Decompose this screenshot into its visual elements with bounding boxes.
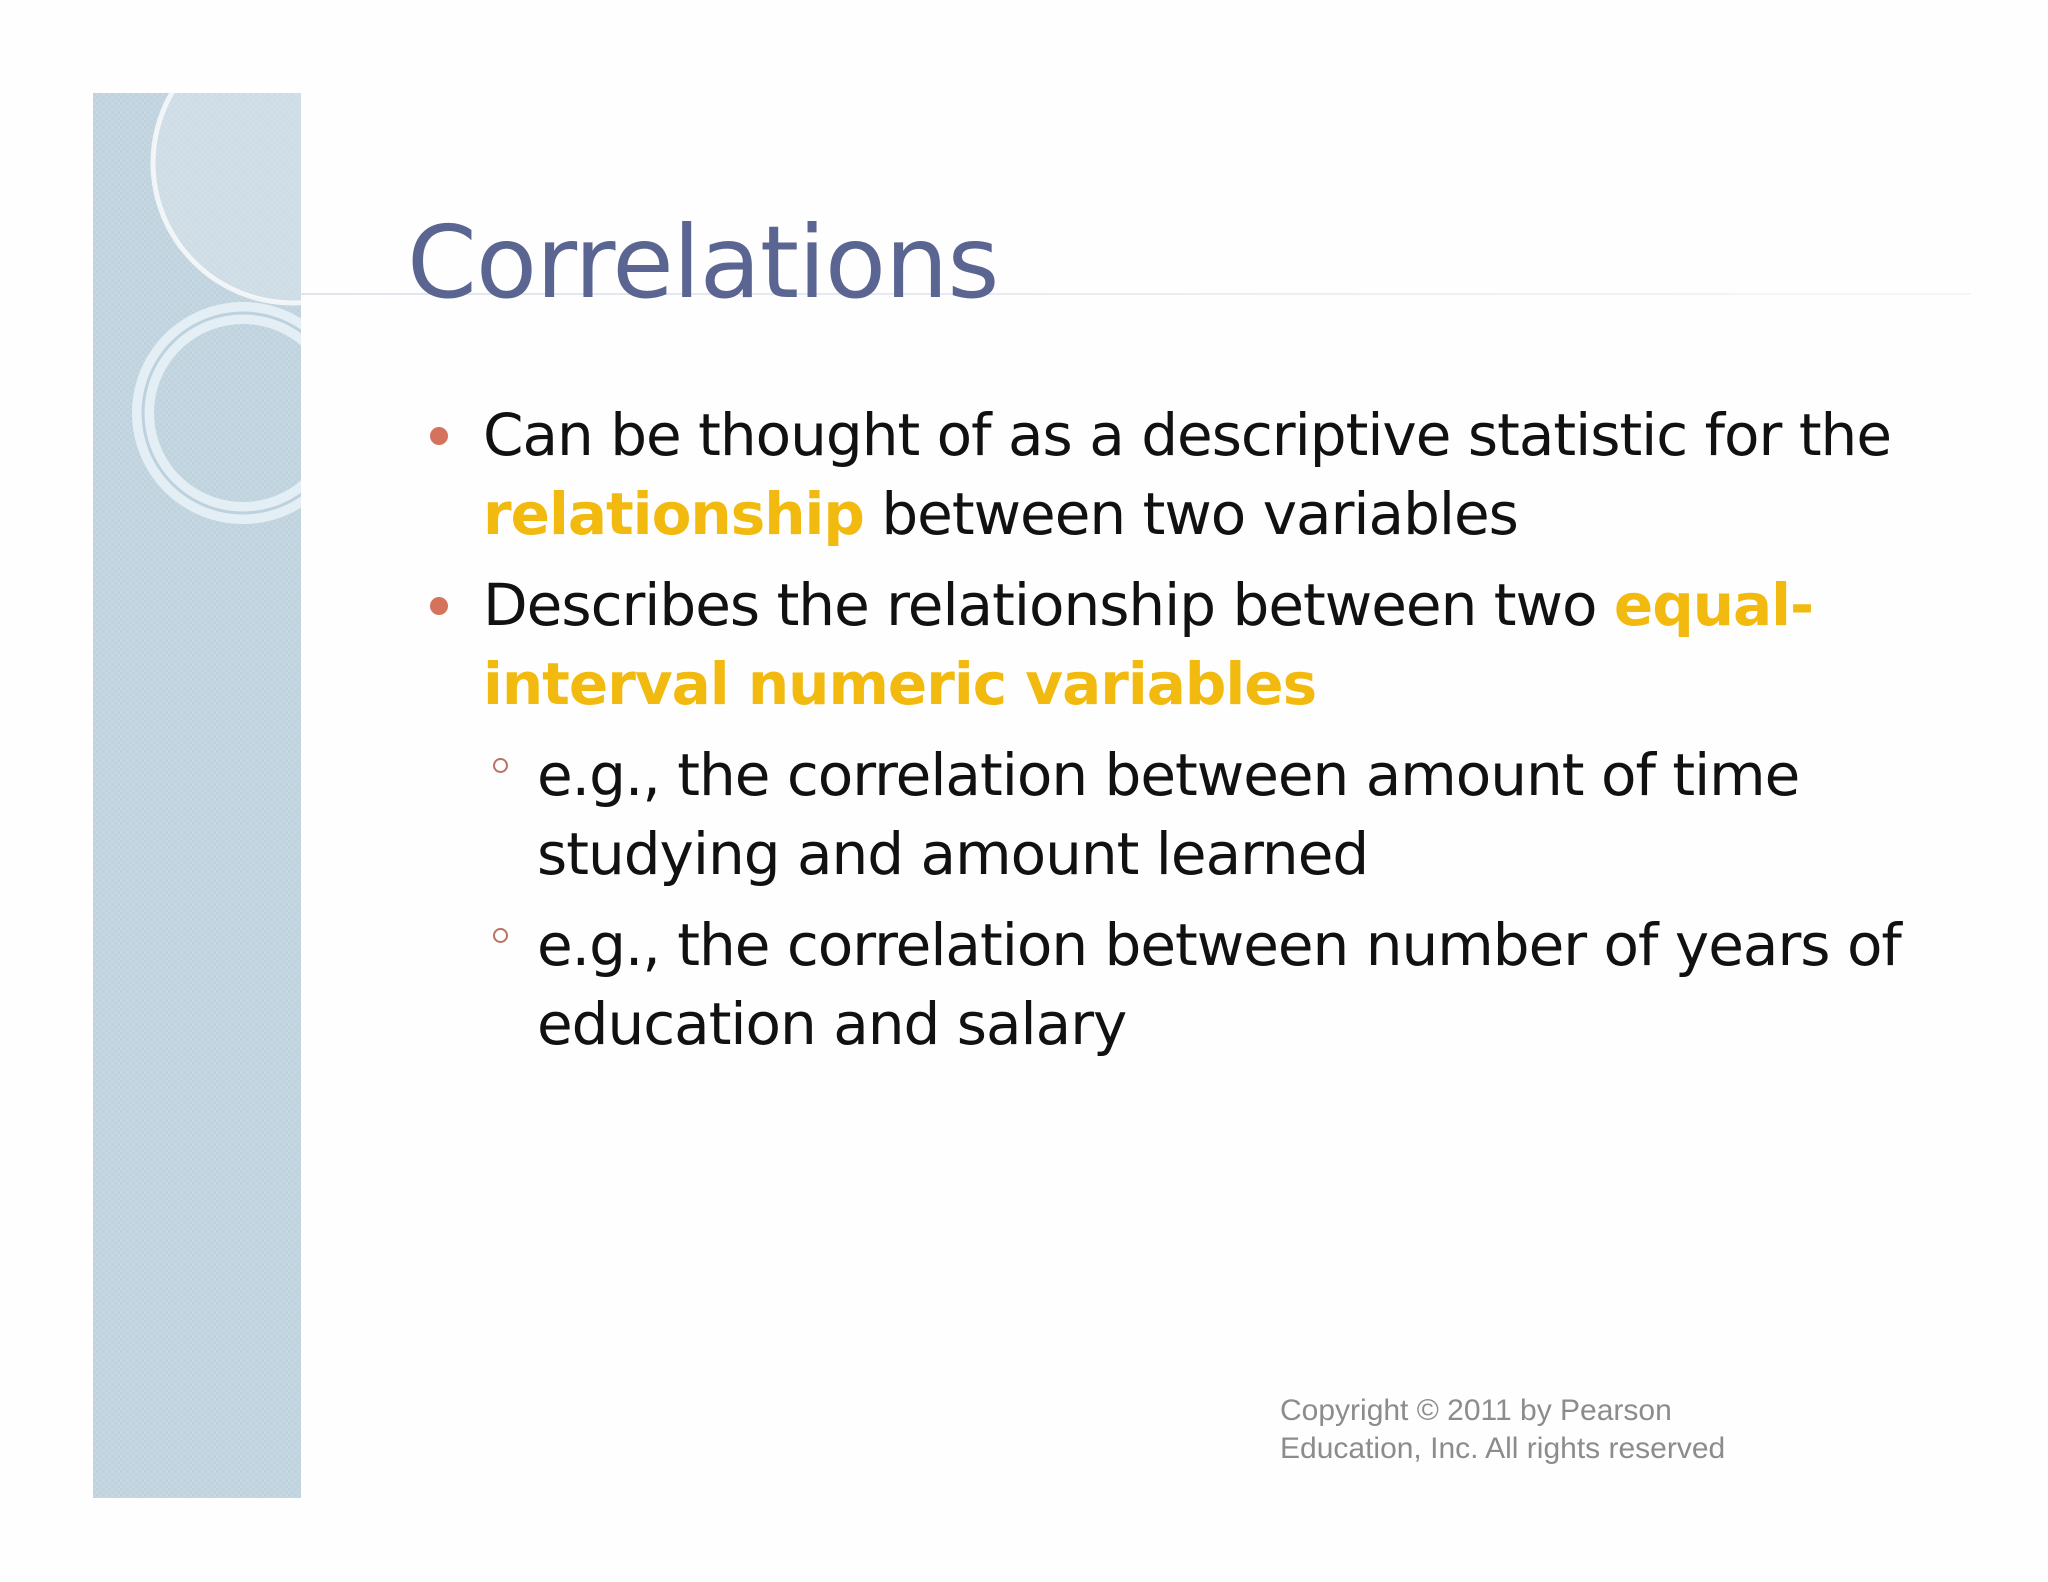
- sub-bullet-ring-icon: [493, 758, 508, 773]
- slide-title: Correlations: [407, 204, 999, 321]
- bullet-text: between two variables: [863, 480, 1518, 548]
- decorative-sidebar: [93, 93, 301, 1498]
- sub-bullet-item: [430, 906, 1930, 1064]
- bullet-text: Can be thought of as a descriptive statistic for the: [483, 401, 1891, 469]
- copyright-line: Education, Inc. All rights reserved: [1280, 1432, 1726, 1465]
- copyright-notice: [1280, 1392, 1725, 1468]
- slide-body: [430, 396, 1930, 1076]
- decorative-circles-icon: [93, 93, 301, 1498]
- sub-bullet-ring-icon: [493, 928, 508, 943]
- sub-bullet-text: e.g., the correlation between amount of time studying and amount learned: [537, 741, 1800, 888]
- sub-bullet-text: e.g., the correlation between number of years of education and salary: [537, 911, 1901, 1058]
- copyright-line: Copyright © 2011 by Pearson: [1280, 1394, 1672, 1427]
- bullet-item: [430, 396, 1930, 554]
- highlighted-term: relationship: [483, 480, 864, 548]
- bullet-dot-icon: [430, 597, 448, 615]
- bullet-text: Describes the relationship between two: [483, 571, 1614, 639]
- bullet-dot-icon: [430, 427, 448, 445]
- bullet-item: [430, 566, 1930, 724]
- highlighted-term: equal-interval numeric variables: [483, 571, 1814, 718]
- sub-bullet-item: [430, 736, 1930, 894]
